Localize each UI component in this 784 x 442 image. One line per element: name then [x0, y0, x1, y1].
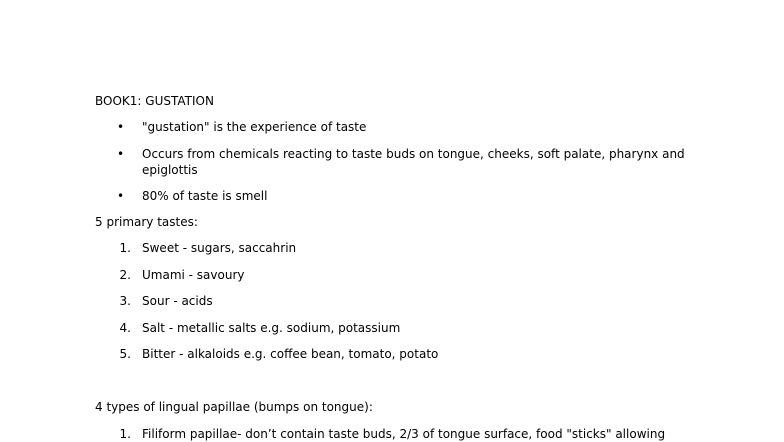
- list-number: 1.: [119, 427, 131, 441]
- list-number: 4.: [119, 321, 131, 335]
- list-item-text: Bitter - alkaloids e.g. coffee bean, tomato, potato: [142, 347, 439, 361]
- primary-tastes-intro: 5 primary tastes:: [95, 215, 198, 229]
- list-number: 3.: [119, 294, 131, 308]
- bullet-icon: •: [117, 147, 125, 161]
- list-item-text: Occurs from chemicals reacting to taste buds on tongue, cheeks, soft palate, pharynx and epiglottis: [142, 147, 685, 177]
- list-item-text: Salt - metallic salts e.g. sodium, potassium: [142, 321, 401, 335]
- papillae-intro: 4 types of lingual papillae (bumps on tongue):: [95, 400, 373, 414]
- bullet-icon: •: [117, 120, 125, 134]
- list-item-text: Umami - savoury: [142, 268, 245, 282]
- list-item-text: Filiform papillae- don’t contain taste buds, 2/3 of tongue surface, food "sticks" allowing: [142, 427, 666, 441]
- list-item-text: "gustation" is the experience of taste: [142, 120, 367, 134]
- list-item-text: 80% of taste is smell: [142, 189, 268, 203]
- list-item-text: Sweet - sugars, saccahrin: [142, 241, 297, 255]
- document-heading: BOOK1: GUSTATION: [95, 94, 214, 108]
- list-number: 1.: [119, 241, 131, 255]
- bullet-icon: •: [117, 189, 125, 203]
- list-number: 5.: [119, 347, 131, 361]
- list-item-text: Sour - acids: [142, 294, 213, 308]
- list-number: 2.: [119, 268, 131, 282]
